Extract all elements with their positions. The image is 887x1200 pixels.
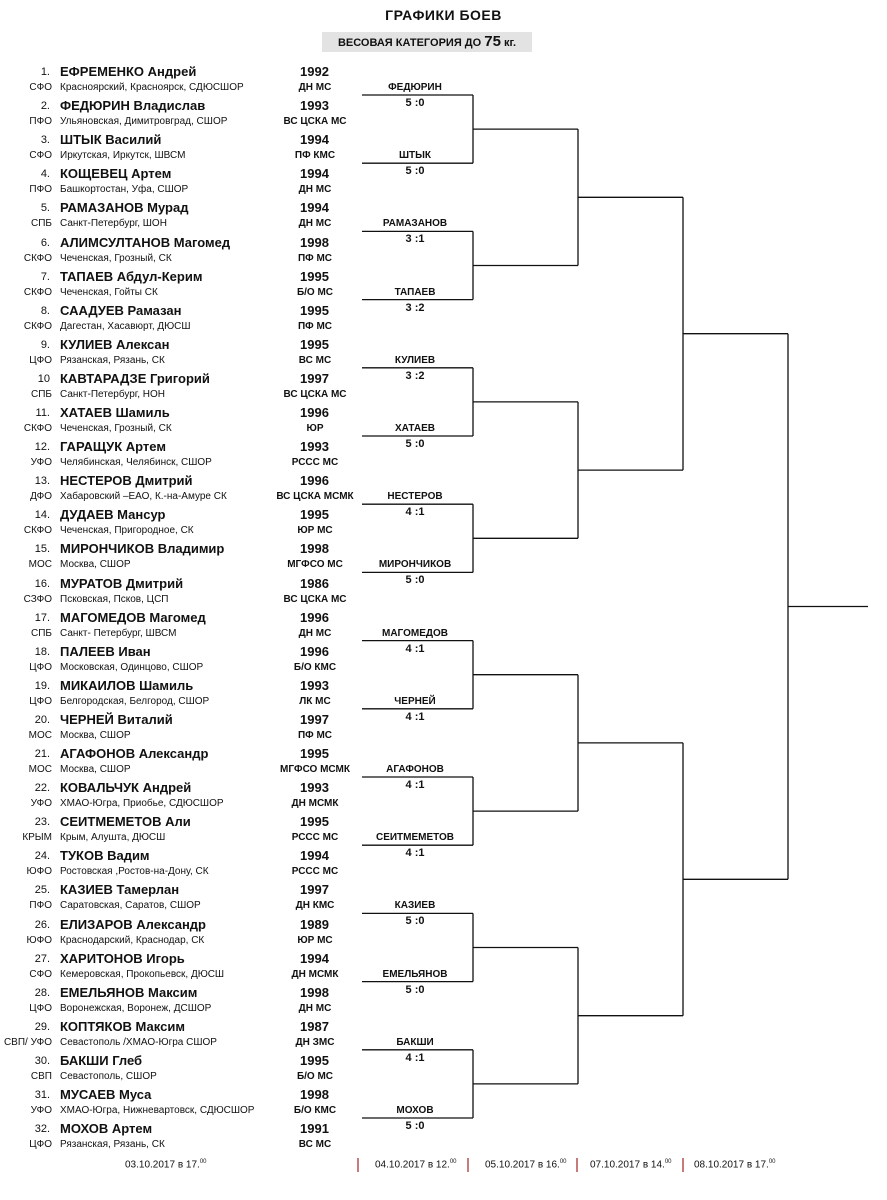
athlete-name: ЕФРЕМЕНКО Андрей xyxy=(60,64,197,79)
bout-score: 4 :1 xyxy=(405,847,425,860)
athlete-number: 10 xyxy=(37,372,50,385)
athlete-name: СЕИТМЕМЕТОВ Али xyxy=(60,814,191,830)
athlete-region: Иркутская, Иркутск, ШВСМ xyxy=(60,150,186,162)
athlete-rank: ВС ЦСКА МСМК xyxy=(276,491,354,503)
athlete-number: 28. xyxy=(34,986,50,999)
athlete-year: 1996 xyxy=(300,609,329,625)
athlete-year: 1996 xyxy=(300,405,329,420)
athlete-region: Санкт- Петербург, ШВСМ xyxy=(60,627,177,639)
athlete-number: 18. xyxy=(34,645,50,658)
athlete-district: СПБ xyxy=(31,388,52,400)
athlete-name: ХАРИТОНОВ Игорь xyxy=(60,950,185,966)
bout-date xyxy=(485,1159,567,1170)
athlete-region: Красноярский, Красноярск, СДЮСШОР xyxy=(60,82,244,93)
athlete-year: 1998 xyxy=(300,234,329,250)
athlete-region: Рязанская, Рязань, СК xyxy=(60,1139,165,1151)
date-text: 03.10.2017 в 17. xyxy=(125,1159,200,1171)
athlete-name: МУРАТОВ Дмитрий xyxy=(60,575,184,591)
date-minutes: 00 xyxy=(768,1159,776,1165)
athlete-region: Чеченская, Грозный, СК xyxy=(60,423,172,434)
athlete-name: ХАТАЕВ Шамиль xyxy=(60,405,170,420)
athlete-number: 17. xyxy=(34,611,50,624)
athlete-region: Башкортостан, Уфа, СШОР xyxy=(60,184,189,196)
athlete-rank: ВС ЦСКА МС xyxy=(283,116,347,128)
bout-score: 5 :0 xyxy=(405,1120,425,1132)
bout-score: 4 :1 xyxy=(405,642,425,655)
bout-winner: СЕИТМЕМЕТОВ xyxy=(375,832,455,844)
athlete-rank: ДН МС xyxy=(298,627,332,639)
athlete-name: РАМАЗАНОВ Мурад xyxy=(60,200,189,216)
bout-date xyxy=(125,1159,207,1170)
athlete-region: Саратовская, Саратов, СШОР xyxy=(60,900,201,912)
athlete-number: 29. xyxy=(34,1020,50,1033)
athlete-rank: ДН МС xyxy=(298,82,332,93)
athlete-region: Чеченская, Грозный, СК xyxy=(60,252,172,264)
date-separator xyxy=(682,1158,684,1172)
athlete-number: 6. xyxy=(40,236,50,249)
bout-score: 4 :1 xyxy=(405,506,425,519)
athlete-district: СВП xyxy=(30,1070,52,1082)
athlete-region: Москва, СШОР xyxy=(60,764,131,775)
athlete-number: 5. xyxy=(40,202,50,215)
athlete-district: КРЫМ xyxy=(22,832,52,844)
athlete-district: ЦФО xyxy=(29,661,52,673)
athlete-name: МОХОВ Артем xyxy=(60,1121,153,1137)
athlete-year: 1994 xyxy=(300,950,329,966)
athlete-number: 13. xyxy=(34,475,50,488)
athlete-district: ДФО xyxy=(30,491,52,503)
athlete-region: Чеченская, Пригородное, СК xyxy=(60,525,194,537)
athlete-number: 22. xyxy=(34,782,50,795)
athlete-rank: Б/О МС xyxy=(296,286,334,298)
athlete-name: КУЛИЕВ Алексан xyxy=(60,336,170,352)
athlete-name: АЛИМСУЛТАНОВ Магомед xyxy=(60,234,231,250)
athlete-year: 1994 xyxy=(300,848,329,864)
date-minutes: 00 xyxy=(199,1159,207,1165)
bout-winner: РАМАЗАНОВ xyxy=(382,218,448,230)
athlete-rank: ВС ЦСКА МС xyxy=(283,388,347,400)
athlete-rank: РССС МС xyxy=(291,866,339,878)
athlete-year: 1987 xyxy=(300,1018,329,1034)
athlete-year: 1995 xyxy=(300,268,329,284)
athlete-rank: ДН МС xyxy=(298,184,332,196)
athlete-rank: ВС МС xyxy=(298,354,332,366)
bout-winner: ЧЕРНЕЙ xyxy=(394,695,436,707)
bout-winner: БАКШИ xyxy=(396,1036,434,1048)
athlete-name: СААДУЕВ Рамазан xyxy=(60,302,182,318)
athlete-district: ЦФО xyxy=(29,1002,52,1014)
athlete-name: МУСАЕВ Муса xyxy=(60,1087,152,1102)
athlete-name: ГАРАЩУК Артем xyxy=(60,439,166,455)
athlete-name: ЕМЕЛЬЯНОВ Максим xyxy=(60,984,198,1000)
athlete-rank: ЮР xyxy=(306,423,324,434)
athlete-name: ПАЛЕЕВ Иван xyxy=(60,643,151,659)
bout-winner: МИРОНЧИКОВ xyxy=(378,559,452,571)
athlete-year: 1998 xyxy=(300,541,329,557)
athlete-rank: ПФ МС xyxy=(297,320,333,332)
athlete-rank: ЮР МС xyxy=(297,525,333,537)
athlete-number: 15. xyxy=(34,543,50,556)
bout-score: 3 :1 xyxy=(405,233,425,246)
athlete-district: СКФО xyxy=(23,423,52,434)
athlete-number: 26. xyxy=(34,918,50,931)
athlete-district: УФО xyxy=(30,1105,52,1116)
bout-winner: ЕМЕЛЬЯНОВ xyxy=(382,968,448,980)
athlete-district: ПФО xyxy=(29,900,52,912)
athlete-district: ЮФО xyxy=(26,866,52,878)
athlete-year: 1995 xyxy=(300,507,329,523)
athlete-number: 27. xyxy=(34,952,50,965)
athlete-district: ПФО xyxy=(29,184,52,196)
athlete-year: 1993 xyxy=(300,98,329,114)
athlete-name: ФЕДЮРИН Владислав xyxy=(60,98,206,114)
athlete-name: КОЩЕВЕЦ Артем xyxy=(60,166,172,182)
athlete-district: СКФО xyxy=(23,252,52,264)
page-title: ГРАФИКИ БОЕВ xyxy=(385,7,502,23)
athlete-year: 1994 xyxy=(300,166,329,182)
athlete-region: Краснодарский, Краснодар, СК xyxy=(60,934,205,946)
athlete-rank: ДН ЗМС xyxy=(295,1036,335,1048)
athlete-rank: ЛК МС xyxy=(299,695,331,707)
athlete-name: ТАПАЕВ Абдул-Керим xyxy=(60,268,203,284)
athlete-number: 20. xyxy=(34,713,50,726)
bout-winner: АГАФОНОВ xyxy=(386,764,444,775)
bout-winner: ФЕДЮРИН xyxy=(388,82,442,93)
athlete-region: Чеченская, Гойты СК xyxy=(60,286,158,298)
bout-winner: НЕСТЕРОВ xyxy=(387,491,443,503)
athlete-region: Севастополь, СШОР xyxy=(60,1070,157,1082)
athlete-region: Москва, СШОР xyxy=(60,729,131,741)
athlete-name: АГАФОНОВ Александр xyxy=(60,746,209,761)
date-text: 04.10.2017 в 12. xyxy=(375,1159,450,1171)
athlete-district: СКФО xyxy=(23,525,52,537)
athlete-year: 1997 xyxy=(300,370,329,386)
athlete-district: МОС xyxy=(28,729,52,741)
athlete-rank: ВС ЦСКА МС xyxy=(283,593,347,605)
athlete-number: 2. xyxy=(40,100,50,113)
athlete-year: 1997 xyxy=(300,711,329,727)
athlete-region: Дагестан, Хасавюрт, ДЮСШ xyxy=(60,320,191,332)
athlete-year: 1997 xyxy=(300,882,329,898)
athlete-name: ДУДАЕВ Мансур xyxy=(60,507,166,523)
athlete-year: 1995 xyxy=(300,1052,329,1068)
date-separator xyxy=(576,1158,578,1172)
athlete-rank: Б/О КМС xyxy=(293,661,337,673)
bout-score: 3 :2 xyxy=(405,301,425,314)
athlete-region: Ростовская ,Ростов-на-Дону, СК xyxy=(60,866,209,878)
bout-score: 5 :0 xyxy=(405,438,425,450)
weight-category-unit: кг. xyxy=(504,37,517,49)
athlete-year: 1998 xyxy=(300,984,329,1000)
bout-winner: ХАТАЕВ xyxy=(395,423,435,434)
athlete-number: 21. xyxy=(34,748,50,760)
weight-category-prefix: ВЕСОВАЯ КАТЕГОРИЯ ДО xyxy=(337,37,482,49)
athlete-rank: ВС МС xyxy=(298,1139,332,1151)
athlete-district: СКФО xyxy=(23,286,52,298)
athlete-number: 1. xyxy=(40,66,50,78)
athlete-rank: РССС МС xyxy=(291,832,339,844)
athlete-year: 1993 xyxy=(300,780,329,796)
athlete-district: ЦФО xyxy=(29,1139,52,1151)
athlete-district: СКФО xyxy=(23,320,52,332)
athlete-district: ПФО xyxy=(29,116,52,128)
bout-score: 4 :1 xyxy=(405,1051,425,1064)
athlete-rank: ДН МСМК xyxy=(291,968,339,980)
athlete-number: 25. xyxy=(34,884,50,897)
bout-winner: ШТЫК xyxy=(398,150,432,162)
bout-winner: МАГОМЕДОВ xyxy=(382,627,448,639)
athlete-year: 1994 xyxy=(300,200,329,216)
athlete-region: Кемеровская, Прокопьевск, ДЮСШ xyxy=(60,968,225,980)
athlete-district: МОС xyxy=(28,559,52,571)
athlete-name: МИРОНЧИКОВ Владимир xyxy=(60,541,225,557)
athlete-region: Челябинская, Челябинск, СШОР xyxy=(60,457,212,469)
athlete-region: Ульяновская, Димитровград, СШОР xyxy=(60,116,228,128)
athlete-region: Белгородская, Белгород, СШОР xyxy=(60,695,210,707)
athlete-name: БАКШИ Глеб xyxy=(60,1052,143,1068)
date-text: 07.10.2017 в 14. xyxy=(590,1159,665,1171)
athlete-rank: ПФ КМС xyxy=(294,150,336,162)
athlete-region: Хабаровский –ЕАО, К.-на-Амуре СК xyxy=(60,491,227,503)
athlete-rank: ДН МСМК xyxy=(291,798,339,810)
athlete-region: Воронежская, Воронеж, ДСШОР xyxy=(60,1002,212,1014)
athlete-name: МАГОМЕДОВ Магомед xyxy=(60,609,206,625)
athlete-year: 1986 xyxy=(300,575,329,591)
athlete-region: Московская, Одинцово, СШОР xyxy=(60,661,204,673)
athlete-number: 23. xyxy=(34,816,50,829)
athlete-district: СПБ xyxy=(31,627,52,639)
athlete-number: 32. xyxy=(34,1123,50,1136)
athlete-number: 3. xyxy=(40,134,50,147)
bout-winner: КУЛИЕВ xyxy=(394,354,436,366)
athlete-rank: Б/О МС xyxy=(296,1070,334,1082)
date-separator xyxy=(357,1158,359,1172)
athlete-year: 1995 xyxy=(300,336,329,352)
athlete-number: 31. xyxy=(34,1089,50,1101)
athlete-number: 12. xyxy=(34,441,50,454)
date-minutes: 00 xyxy=(559,1159,567,1165)
athlete-rank: ПФ МС xyxy=(297,252,333,264)
athlete-rank: Б/О КМС xyxy=(293,1105,337,1116)
bout-score: 3 :2 xyxy=(405,369,425,382)
athlete-number: 9. xyxy=(40,338,50,351)
athlete-year: 1995 xyxy=(300,814,329,830)
athlete-number: 30. xyxy=(34,1054,50,1067)
bout-date xyxy=(375,1159,457,1170)
athlete-district: СПБ xyxy=(31,218,52,230)
athlete-rank: ДН МС xyxy=(298,218,332,230)
athlete-rank: ЮР МС xyxy=(297,934,333,946)
athlete-region: Севастополь /ХМАО-Югра СШОР xyxy=(60,1036,217,1048)
athlete-region: ХМАО-Югра, Приобье, СДЮСШОР xyxy=(60,798,224,810)
date-separator xyxy=(467,1158,469,1172)
athlete-rank: ДН МС xyxy=(298,1002,332,1014)
bout-score: 5 :0 xyxy=(405,915,425,928)
bout-score: 5 :0 xyxy=(405,165,425,178)
athlete-rank: ДН КМС xyxy=(295,900,335,912)
athlete-year: 1992 xyxy=(300,64,329,79)
bout-date xyxy=(590,1159,672,1170)
athlete-name: ЧЕРНЕЙ Виталий xyxy=(60,711,173,727)
athlete-region: Санкт-Петербург, НОН xyxy=(60,388,165,400)
bout-winner: КАЗИЕВ xyxy=(394,900,436,912)
athlete-year: 1994 xyxy=(300,132,329,148)
athlete-district: ЦФО xyxy=(29,354,52,366)
bout-winner: ТАПАЕВ xyxy=(394,286,436,298)
athlete-region: Москва, СШОР xyxy=(60,559,131,571)
athlete-district: УФО xyxy=(30,457,52,469)
athlete-number: 7. xyxy=(40,270,50,283)
athlete-region: Псковская, Псков, ЦСП xyxy=(60,593,169,605)
athlete-name: КАВТАРАДЗЕ Григорий xyxy=(60,370,210,386)
athlete-district: СЗФО xyxy=(23,593,52,605)
athlete-rank: РССС МС xyxy=(291,457,339,469)
athlete-number: 11. xyxy=(35,407,50,419)
athlete-region: ХМАО-Югра, Нижневартовск, СДЮСШОР xyxy=(60,1105,255,1116)
bout-winner: МОХОВ xyxy=(396,1105,434,1116)
athlete-name: НЕСТЕРОВ Дмитрий xyxy=(60,473,193,489)
athlete-year: 1995 xyxy=(300,302,329,318)
athlete-name: ТУКОВ Вадим xyxy=(60,848,150,864)
athlete-district: УФО xyxy=(30,798,52,810)
athlete-district: СФО xyxy=(29,968,52,980)
weight-category-value: 75 xyxy=(484,33,501,50)
athlete-name: КОВАЛЬЧУК Андрей xyxy=(60,780,192,796)
athlete-year: 1993 xyxy=(300,439,329,455)
athlete-rank: МГФСО МС xyxy=(287,559,343,571)
athlete-number: 4. xyxy=(40,168,50,181)
athlete-district: СВП/ УФО xyxy=(3,1036,52,1048)
bout-score: 4 :1 xyxy=(405,710,425,723)
athlete-number: 24. xyxy=(34,850,50,863)
bout-score: 4 :1 xyxy=(405,779,425,791)
athlete-name: МИКАИЛОВ Шамиль xyxy=(60,677,194,693)
athlete-district: ЦФО xyxy=(29,695,52,707)
athlete-name: ШТЫК Василий xyxy=(60,132,162,148)
athlete-rank: ПФ МС xyxy=(297,729,333,741)
athlete-name: ЕЛИЗАРОВ Александр xyxy=(60,916,206,932)
bout-score: 5 :0 xyxy=(405,983,425,996)
date-text: 08.10.2017 в 17. xyxy=(694,1159,769,1171)
athlete-number: 14. xyxy=(34,509,50,522)
athlete-rank: МГФСО МСМК xyxy=(280,764,350,775)
date-minutes: 00 xyxy=(664,1159,672,1165)
athlete-year: 1995 xyxy=(300,746,329,761)
athlete-name: КОПТЯКОВ Максим xyxy=(60,1018,185,1034)
athlete-district: СФО xyxy=(29,82,52,93)
athlete-name: КАЗИЕВ Тамерлан xyxy=(60,882,180,898)
athlete-region: Санкт-Петербург, ШОН xyxy=(60,218,167,230)
athlete-district: ЮФО xyxy=(26,934,52,946)
athlete-number: 19. xyxy=(34,679,50,692)
athlete-number: 16. xyxy=(34,577,50,590)
athlete-year: 1991 xyxy=(300,1121,329,1137)
athlete-number: 8. xyxy=(40,304,50,317)
athlete-district: СФО xyxy=(29,150,52,162)
athlete-year: 1996 xyxy=(300,643,329,659)
athlete-region: Рязанская, Рязань, СК xyxy=(60,354,165,366)
bout-date xyxy=(694,1159,776,1170)
athlete-year: 1989 xyxy=(300,916,329,932)
date-text: 05.10.2017 в 16. xyxy=(485,1159,560,1171)
athlete-year: 1996 xyxy=(300,473,329,489)
bout-score: 5 :0 xyxy=(405,574,425,587)
athlete-year: 1998 xyxy=(300,1087,329,1102)
date-minutes: 00 xyxy=(449,1159,457,1165)
athlete-year: 1993 xyxy=(300,677,329,693)
athlete-region: Крым, Алушта, ДЮСШ xyxy=(60,832,166,844)
athlete-district: МОС xyxy=(28,764,52,775)
bout-score: 5 :0 xyxy=(405,97,425,109)
